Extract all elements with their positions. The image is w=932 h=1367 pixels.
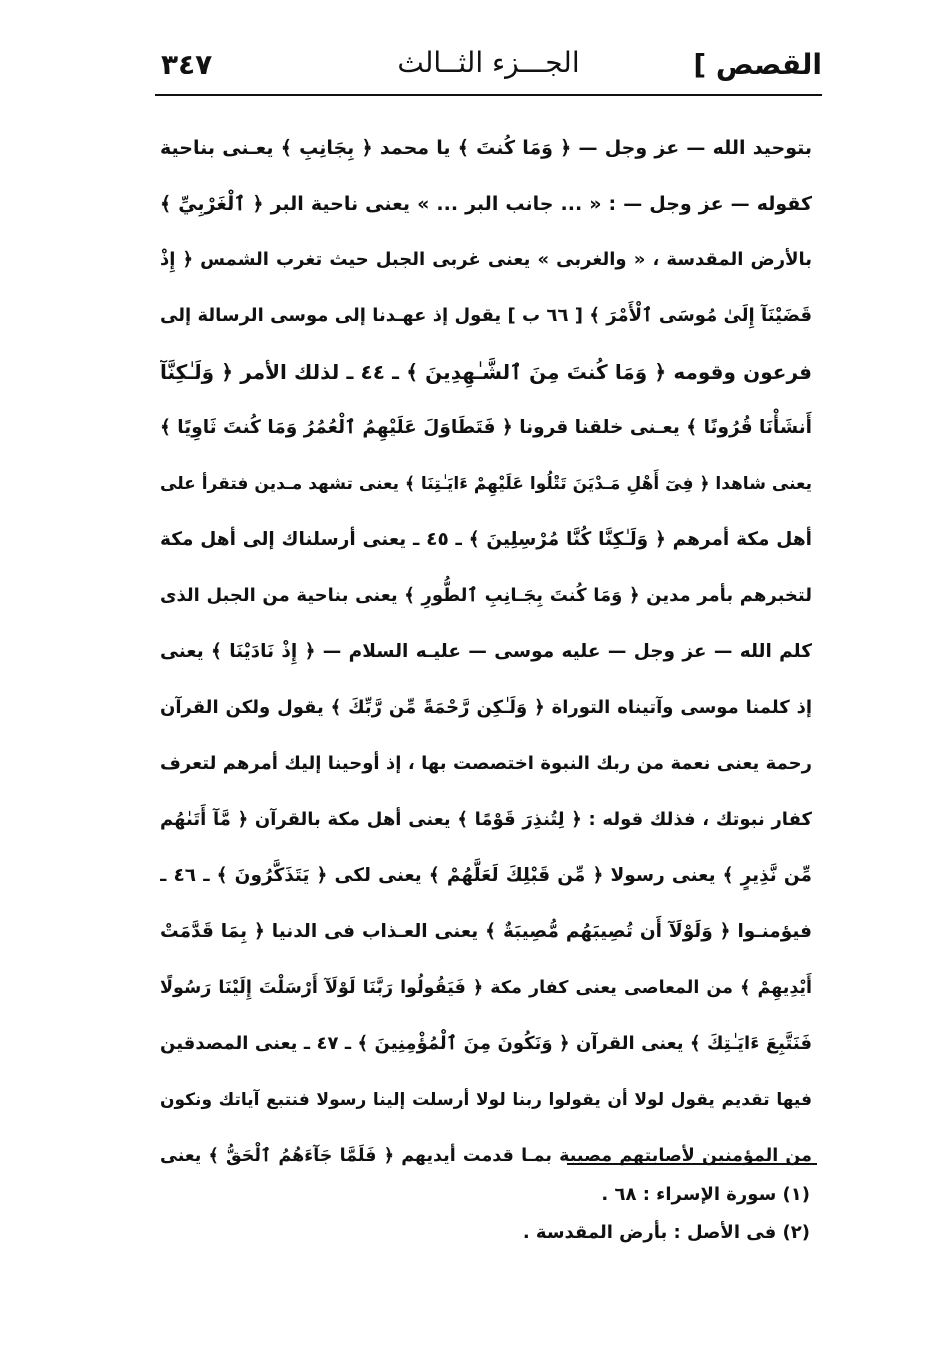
text-line: بالأرض المقدسة ، « والغربى » يعنى غربى الجبل حيث تغرب الشمس ﴿ إِذْ <box>160 249 812 270</box>
surah-title: القصص ] <box>693 48 822 81</box>
text-line: مِّن نَّذِيرٍ ﴾ يعنى رسولا ﴿ مِّن قَبْلِكَ لَعَلَّهُمْ ﴾ يعنى لكى ﴿ يَتَذَكَّرُونَ ﴾ ـ ٤٦ ـ <box>160 865 812 886</box>
text-line: إذ كلمنا موسى وآتيناه التوراة ﴿ وَلَـٰكِن رَّحْمَةً مِّن رَّبِّكَ ﴾ يقول ولكن القرآن <box>160 697 812 718</box>
page-header <box>155 40 822 92</box>
text-line: أَنشَأْنَا قُرُونًا ﴾ يعـنى خلقنا قرونا ﴿ فَتَطَاوَلَ عَلَيْهِمُ ٱلْعُمُرُ وَمَا كُنتَ ثَاوِيًا ﴾ <box>160 417 812 438</box>
part-title: الجـــزء الثــالث <box>397 46 580 79</box>
text-line: رحمة يعنى نعمة من ربك النبوة اختصصت بها ، إذ أوحينا إليك أمرهم لتعرف <box>160 753 812 774</box>
footnote: (١) سورة الإسراء : ٦٨ . <box>601 1184 810 1205</box>
footnote-divider <box>567 1163 817 1165</box>
text-line: فَنَتَّبِعَ ءَايَـٰتِكَ ﴾ يعنى القرآن ﴿ وَنَكُونَ مِنَ ٱلْمُؤْمِنِينَ ﴾ ـ ٤٧ ـ يعنى المصدقين <box>160 1033 812 1054</box>
body-text <box>160 120 812 1184</box>
text-line: فيؤمنـوا ﴿ وَلَوْلَآ أَن تُصِيبَهُم مُّصِيبَةٌ ﴾ يعنى العـذاب فى الدنيا ﴿ بِمَا قَدَّمَتْ <box>160 921 812 942</box>
footnotes <box>400 1176 810 1252</box>
text-line: أهل مكة أمرهم ﴿ وَلَـٰكِنَّا كُنَّا مُرْسِلِينَ ﴾ ـ ٤٥ ـ يعنى أرسلناك إلى أهل مكة <box>160 529 812 550</box>
header-divider <box>155 94 822 96</box>
text-line: أَيْدِيهِمْ ﴾ من المعاصى يعنى كفار مكة ﴿ فَيَقُولُوا رَبَّنَا لَوْلَآ أَرْسَلْتَ إِلَيْنَا رَسُولًا <box>160 978 812 998</box>
text-line: قَضَيْنَآ إِلَىٰ مُوسَى ٱلْأَمْرَ ﴾ [ ٦٦ ب ] يقول إذ عهـدنا إلى موسى الرسالة إلى <box>160 305 812 326</box>
text-line: كلم الله — عز وجل — عليه موسى — عليـه السلام — ﴿ إِذْ نَادَيْنَا ﴾ يعنى <box>160 641 812 662</box>
text-line: يعنى شاهدا ﴿ فِىٓ أَهْلِ مَـدْيَنَ تَتْلُوا عَلَيْهِمْ ءَايَـٰتِنَا ﴾ يعنى تشهد مـدين فتقرأ على <box>160 474 812 494</box>
text-line: كقوله — عز وجل — : « ... جانب البر ... » يعنى ناحية البر ﴿ ٱلْغَرْبِيِّ ﴾ <box>160 193 812 215</box>
page-number: ٣٤٧ <box>161 48 213 81</box>
text-line: فيها تقديم يقول لولا أن يقولوا ربنا لولا أرسلت إلينا رسولا فنتبع آياتك ونكون <box>160 1090 812 1110</box>
text-line: لتخبرهم بأمر مدين ﴿ وَمَا كُنتَ بِجَـانِبِ ٱلطُّورِ ﴾ يعنى بناحية من الجبل الذى <box>160 585 812 606</box>
text-line: بتوحيد الله — عز وجل — ﴿ وَمَا كُنتَ ﴾ يا محمد ﴿ بِجَانِبِ ﴾ يعـنى بناحية <box>160 137 812 159</box>
text-line: فرعون وقومه ﴿ وَمَا كُنتَ مِنَ ٱلشَّـٰهِدِينَ ﴾ ـ ٤٤ ـ لذلك الأمر ﴿ وَلَـٰكِنَّآ <box>160 360 812 384</box>
text-line: كفار نبوتك ، فذلك قوله : ﴿ لِتُنذِرَ قَوْمًا ﴾ يعنى أهل مكة بالقرآن ﴿ مَّآ أَتَىٰهُم <box>160 809 812 830</box>
text-line: من المؤمنين لأصابتهم مصيبة بمـا قدمت أيديهم ﴿ فَلَمَّا جَآءَهُمُ ٱلْحَقُّ ﴾ يعنى <box>160 1146 812 1166</box>
footnote: (٢) فى الأصل : بأرض المقدسة . <box>522 1222 810 1243</box>
